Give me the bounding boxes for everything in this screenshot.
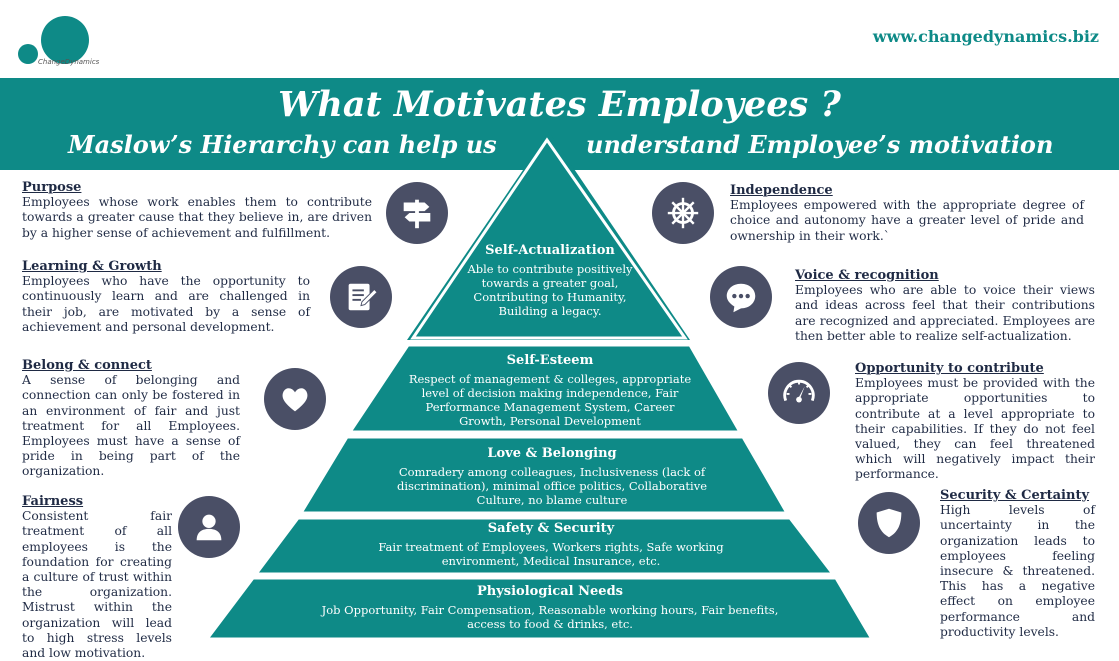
block-text: Employees empowered with the appropriate degree of choice and autonomy have a greater level of pride and ownership in their work.` (730, 198, 1084, 243)
block-text: A sense of belonging and connection can only be fostered in an environment of fair and just treatment for all Employees. Employees must have a sense of pride in being part of the organization. (22, 373, 240, 479)
block-learning-growth (22, 259, 310, 335)
tier-title: Physiological Needs (477, 584, 623, 599)
block-text: Employees who have the opportunity to continuously learn and are challenged in their job, are motivated by a sense of achievement and personal development. (22, 274, 310, 334)
person-icon (178, 496, 240, 558)
block-text: High levels of uncertainty in the organization leads to employees feeling insecure & threatened. This has a negative effect on employee performance and productivity levels. (940, 503, 1095, 639)
block-title: Purpose (22, 180, 82, 195)
block-title: Opportunity to contribute (855, 361, 1044, 376)
block-purpose (22, 180, 372, 241)
logo-name: ChangeDynamics (38, 58, 100, 66)
block-text: Employees must be provided with the appropriate opportunities to contribute at a level appropriate to their capabilities. If they do not feel valued, they can feel threatened which will negatively impact their performance. (855, 376, 1095, 482)
block-title: Learning & Growth (22, 259, 162, 274)
tier-description: Respect of management & colleges, appropriate level of decision making independence, Fair Performance Management System, Career Growth, Personal Development (408, 372, 692, 428)
tier-title: Love & Belonging (487, 446, 617, 461)
tier-description: Able to contribute positively towards a greater goal, Contributing to Humanity, Building a legacy. (467, 262, 633, 318)
gauge-icon (768, 362, 830, 424)
block-fairness (22, 494, 172, 661)
tier-description: Job Opportunity, Fair Compensation, Reasonable working hours, Fair benefits, access to food & drinks, etc. (321, 603, 779, 631)
block-belong-connect (22, 358, 240, 480)
chat-bubble-icon (710, 266, 772, 328)
page-title: What Motivates Employees ? (278, 84, 841, 125)
block-text: Employees whose work enables them to contribute towards a greater cause that they believe in, are driven by a higher sense of achievement and fulfillment. (22, 195, 372, 240)
tier-self-esteem (408, 353, 692, 428)
signpost-icon (386, 182, 448, 244)
ship-wheel-icon (652, 182, 714, 244)
tier-title: Self-Actualization (485, 243, 615, 258)
tier-description: Comradery among colleagues, Inclusiveness (lack of discrimination), minimal office politics, Collaborative Culture, no blame culture (396, 465, 708, 507)
block-security-certainty (940, 488, 1095, 640)
tier-love-belonging (396, 446, 708, 507)
subtitle-left: Maslow’s Hierarchy can help us (68, 130, 497, 159)
tier-physiological-needs (320, 584, 780, 631)
tier-title: Self-Esteem (506, 353, 594, 368)
subtitle-right: understand Employee’s motivation (586, 130, 1054, 159)
shield-icon (858, 492, 920, 554)
tier-title: Safety & Security (487, 521, 615, 536)
block-title: Security & Certainty (940, 488, 1090, 503)
block-text: Employees who are able to voice their views and ideas across feel that their contributions are recognized and appreciated. Employees are then better able to realize self-actualization. (795, 283, 1095, 343)
block-opportunity-contribute (855, 361, 1095, 483)
website-url[interactable]: www.changedynamics.biz (872, 27, 1099, 46)
block-voice-recognition (795, 268, 1095, 344)
tier-description: Fair treatment of Employees, Workers rights, Safe working environment, Medical Insurance, etc. (378, 540, 724, 568)
block-title: Belong & connect (22, 358, 152, 373)
tier-safety-security (376, 521, 726, 568)
heart-icon (264, 368, 326, 430)
block-independence (730, 183, 1084, 244)
tier-self-actualization (455, 243, 645, 318)
block-title: Independence (730, 183, 833, 198)
notepad-pencil-icon (330, 266, 392, 328)
block-title: Voice & recognition (795, 268, 939, 283)
block-title: Fairness (22, 494, 84, 509)
block-text: Consistent fair treatment of all employees is the foundation for creating a culture of trust within the organization. Mistrust within the organization will lead to high stress levels and low motivation. (22, 509, 172, 661)
